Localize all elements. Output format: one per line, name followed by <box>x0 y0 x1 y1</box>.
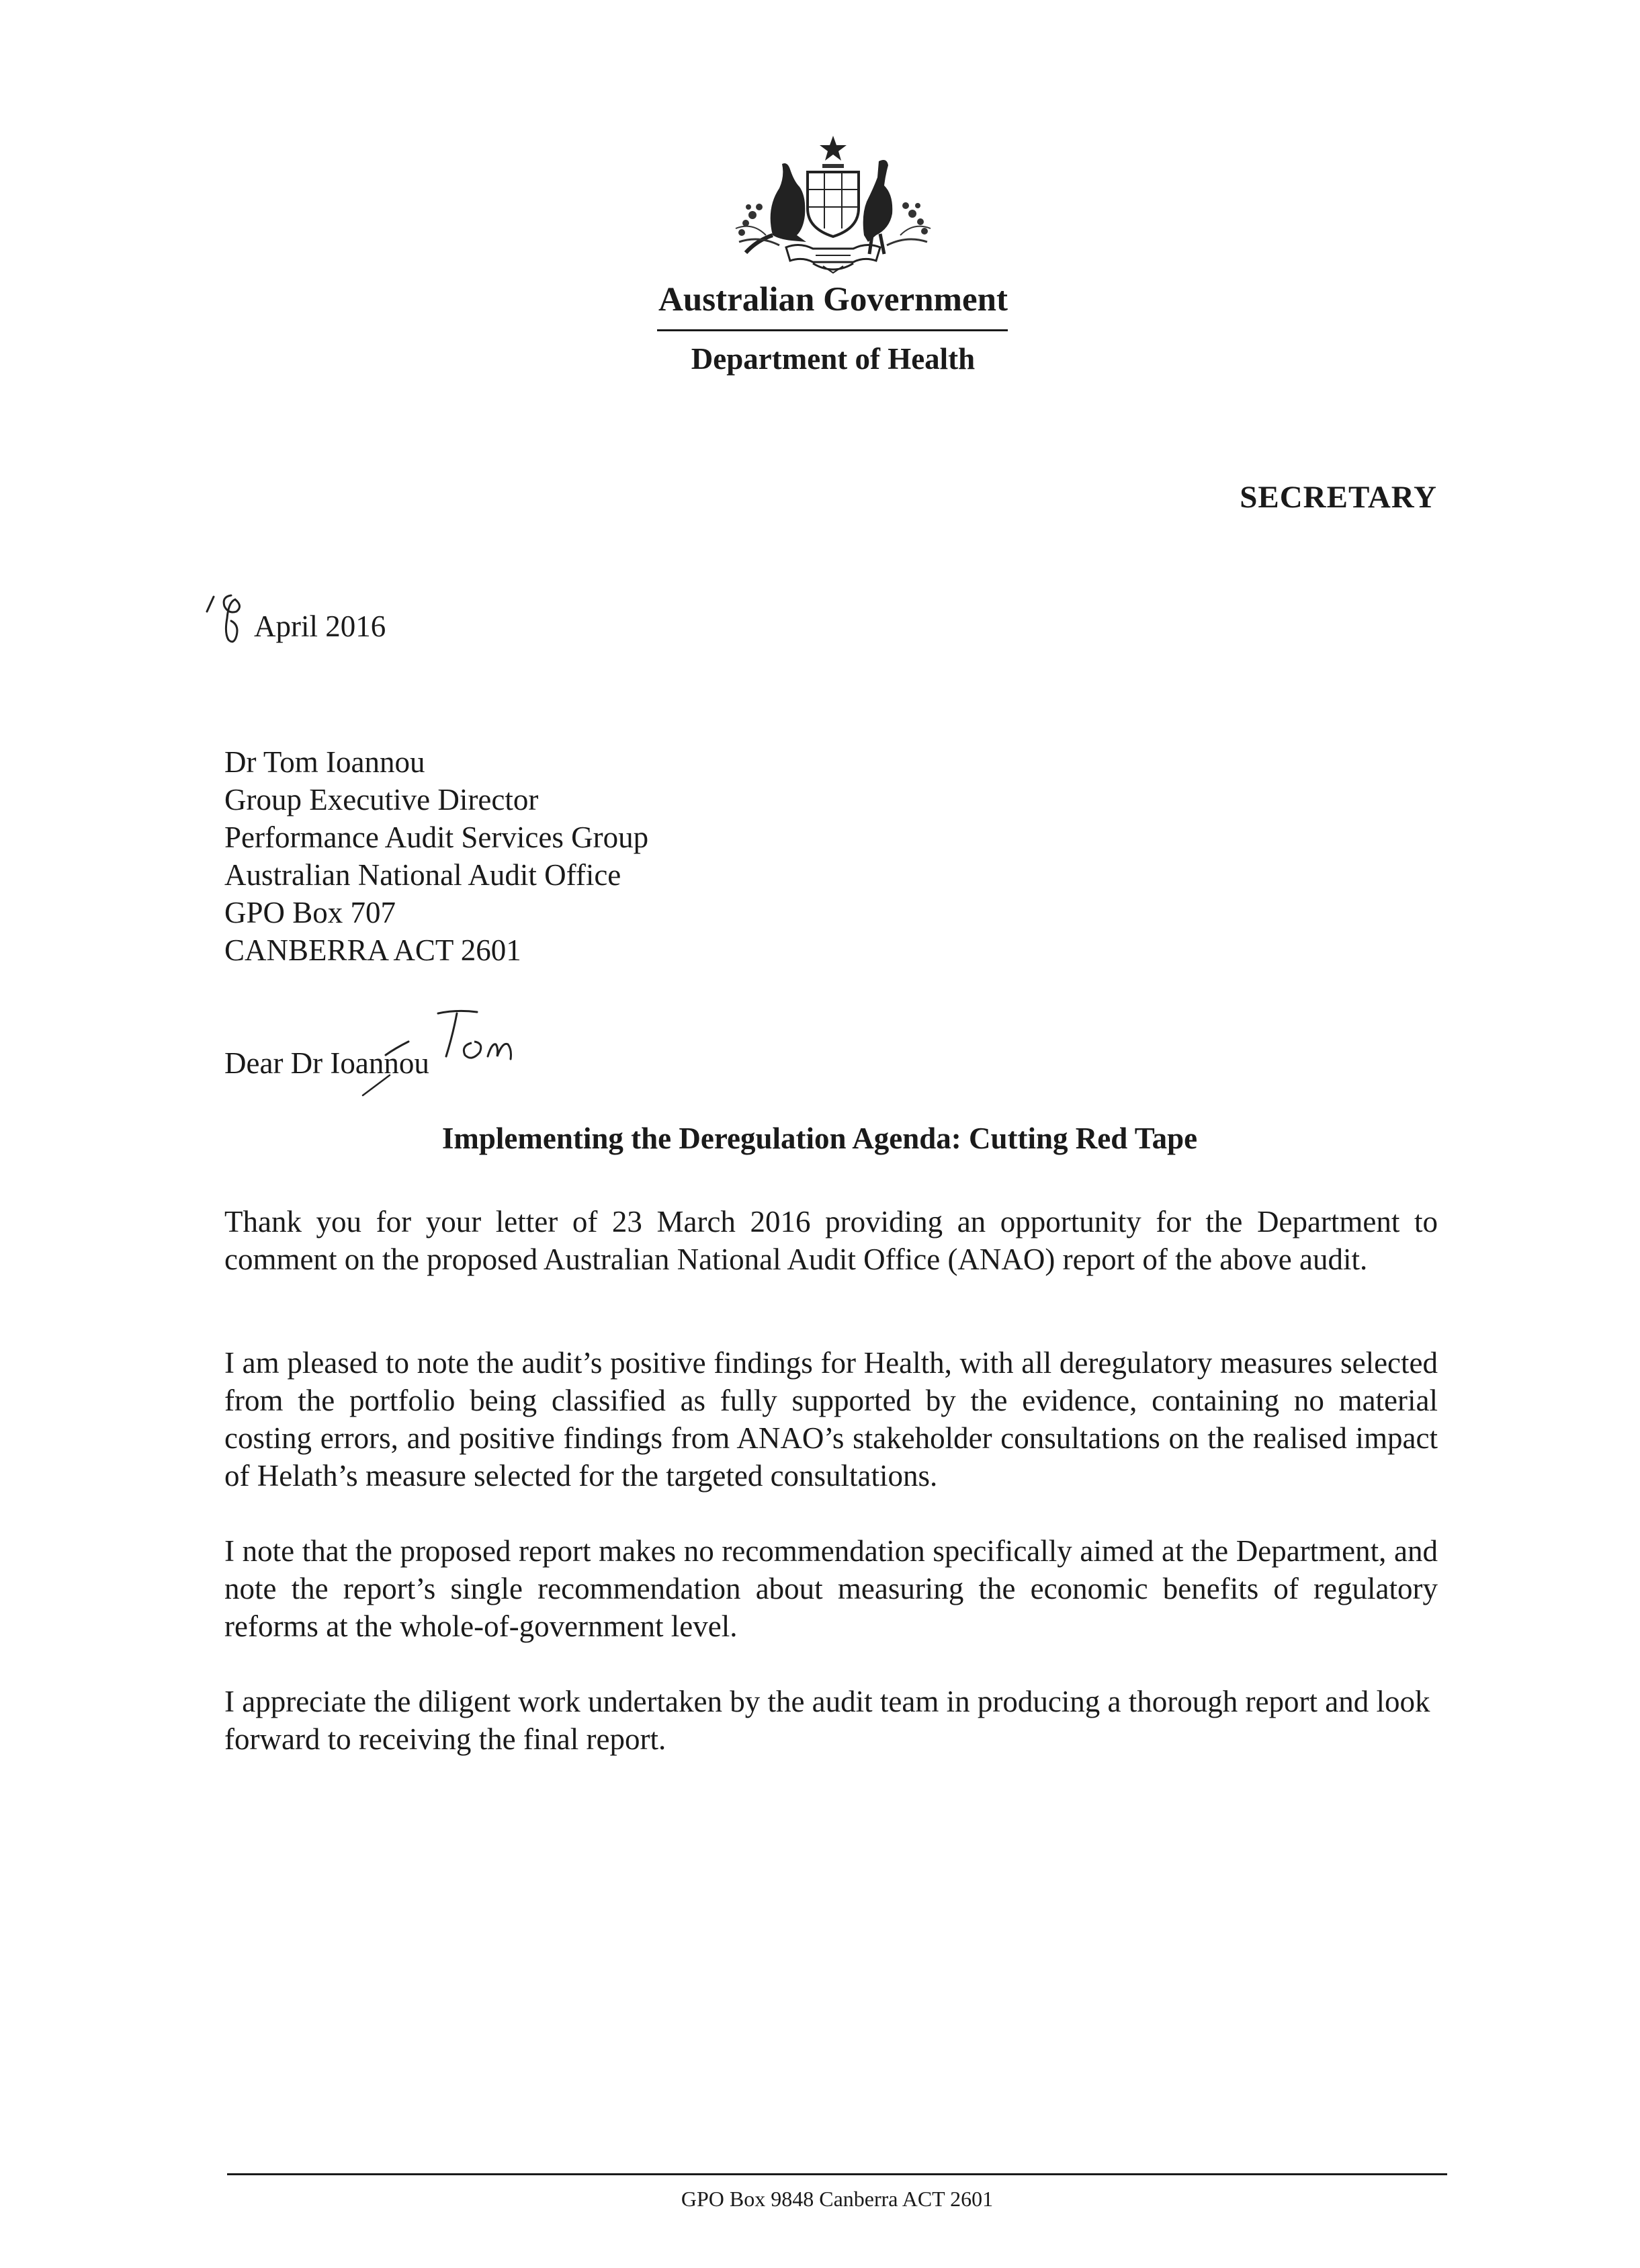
letterhead-divider <box>657 329 1008 331</box>
body-paragraph: I appreciate the diligent work undertaken by the audit team in producing a thorough report and look forward to receiving the final report. <box>224 1685 1430 1756</box>
recipient-address <box>224 743 648 969</box>
handwritten-day-mark <box>202 591 249 652</box>
address-line: Dr Tom Ioannou <box>224 745 425 779</box>
body-paragraph: I am pleased to note the audit’s positive findings for Health, with all deregulatory measures selected from the portfolio being classified as fully supported by the evidence, containing no material costing errors, and positive findings from ANAO’s stakeholder consultations on the realised impact of Helath’s measure selected for the targeted consultations. <box>224 1346 1438 1493</box>
salutation: Dear Dr Ioannou <box>224 1046 429 1080</box>
body-paragraph: I note that the proposed report makes no recommendation specifically aimed at the Department, and note the report’s single recommendation about measuring the economic benefits of regulatory reforms at the whole-of-government level. <box>224 1534 1438 1643</box>
address-line: Group Executive Director <box>224 783 539 816</box>
department-name: Department of Health <box>691 342 976 376</box>
letter-subject: Implementing the Deregulation Agenda: Cutting Red Tape <box>441 1122 1198 1155</box>
address-line: Australian National Audit Office <box>224 858 621 892</box>
address-line: CANBERRA ACT 2601 <box>224 933 521 967</box>
office-title: SECRETARY <box>1240 480 1437 515</box>
government-name: Australian Government <box>658 281 1008 319</box>
coat-of-arms-icon <box>732 134 934 276</box>
letter-date: April 2016 <box>254 610 386 643</box>
footer-address: GPO Box 9848 Canberra ACT 2601 <box>681 2187 994 2211</box>
address-line: GPO Box 707 <box>224 896 396 929</box>
address-line: Performance Audit Services Group <box>224 821 649 854</box>
footer-divider <box>227 2173 1447 2175</box>
body-paragraph: Thank you for your letter of 23 March 2016 providing an opportunity for the Department to comment on the proposed Australian National Audit Office (ANAO) report of the above audit. <box>224 1205 1438 1276</box>
handwritten-salutation-mark <box>322 1001 564 1116</box>
